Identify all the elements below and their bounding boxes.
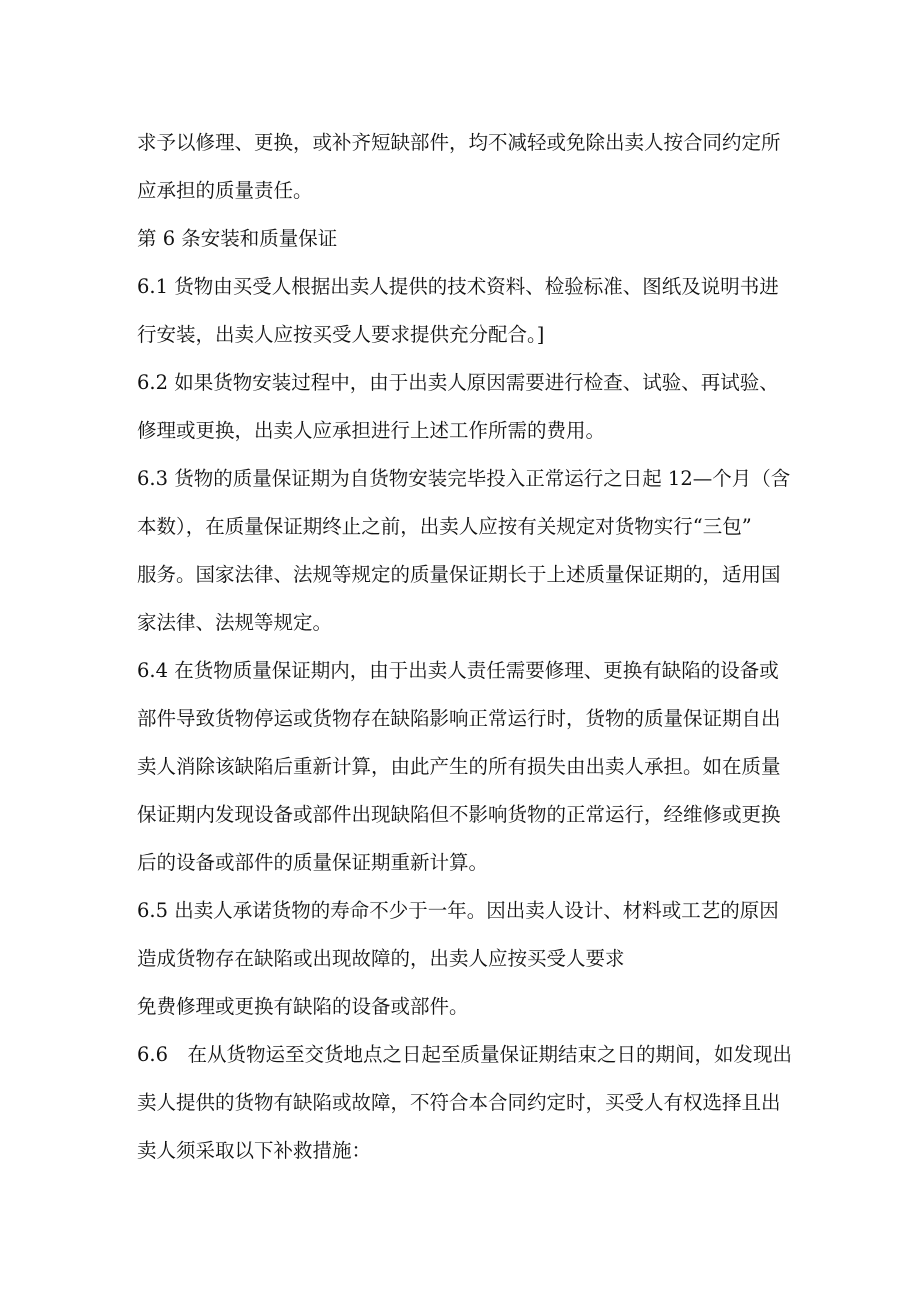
text-line: 6.4 在货物质量保证期内，由于出卖人责任需要修理、更换有缺陷的设备或 bbox=[137, 659, 779, 682]
text-line: 卖人消除该缺陷后重新计算，由此产生的所有损失由出卖人承担。如在质量 bbox=[137, 755, 781, 778]
text-line: 应承担的质量责任。 bbox=[137, 179, 313, 202]
section-title: 第 6 条安装和质量保证 bbox=[137, 227, 338, 250]
section-heading-6 bbox=[137, 215, 817, 263]
document-body bbox=[137, 119, 817, 1175]
text-line: 求予以修理、更换，或补齐短缺部件，均不减轻或免除出卖人按合同约定所 bbox=[137, 131, 781, 154]
text-line: 家法律、法规等规定。 bbox=[137, 611, 333, 634]
text-line: 6.2 如果货物安装过程中，由于出卖人原因需要进行检查、试验、再试验、 bbox=[137, 371, 779, 394]
text-line: 6.5 出卖人承诺货物的寿命不少于一年。因出卖人设计、材料或工艺的原因 bbox=[137, 899, 779, 922]
text-line: 行安装，出卖人应按买受人要求提供充分配合。] bbox=[137, 323, 545, 346]
paragraph-continuation bbox=[137, 119, 817, 215]
text-line: 卖人提供的货物有缺陷或故障，不符合本合同约定时，买受人有权选择且出 bbox=[137, 1091, 781, 1114]
text-line: 部件导致货物停运或货物存在缺陷影响正常运行时，货物的质量保证期自出 bbox=[137, 707, 781, 730]
text-line: 6.1 货物由买受人根据出卖人提供的技术资料、检验标准、图纸及说明书进 bbox=[137, 275, 779, 298]
clause-6-5 bbox=[137, 887, 817, 1031]
clause-6-1 bbox=[137, 263, 817, 359]
text-line: 6.6 在从货物运至交货地点之日起至质量保证期结束之日的期间，如发现出 bbox=[137, 1043, 793, 1066]
text-line: 6.3 货物的质量保证期为自货物安装完毕投入正常运行之日起 12—个月（含 bbox=[137, 467, 791, 490]
clause-6-3 bbox=[137, 455, 817, 647]
text-line: 修理或更换，出卖人应承担进行上述工作所需的费用。 bbox=[137, 419, 606, 442]
text-line: 卖人须采取以下补救措施： bbox=[137, 1139, 372, 1162]
text-line: 免费修理或更换有缺陷的设备或部件。 bbox=[137, 995, 469, 1018]
text-line: 服务。国家法律、法规等规定的质量保证期长于上述质量保证期的，适用国 bbox=[137, 563, 781, 586]
clause-6-6 bbox=[137, 1031, 817, 1175]
text-line: 保证期内发现设备或部件出现缺陷但不影响货物的正常运行，经维修或更换 bbox=[137, 803, 781, 826]
clause-6-2 bbox=[137, 359, 817, 455]
text-line: 本数），在质量保证期终止之前，出卖人应按有关规定对货物实行“三包” bbox=[137, 515, 752, 538]
text-line: 造成货物存在缺陷或出现故障的，出卖人应按买受人要求 bbox=[137, 947, 625, 970]
clause-6-4 bbox=[137, 647, 817, 887]
text-line: 后的设备或部件的质量保证期重新计算。 bbox=[137, 851, 489, 874]
